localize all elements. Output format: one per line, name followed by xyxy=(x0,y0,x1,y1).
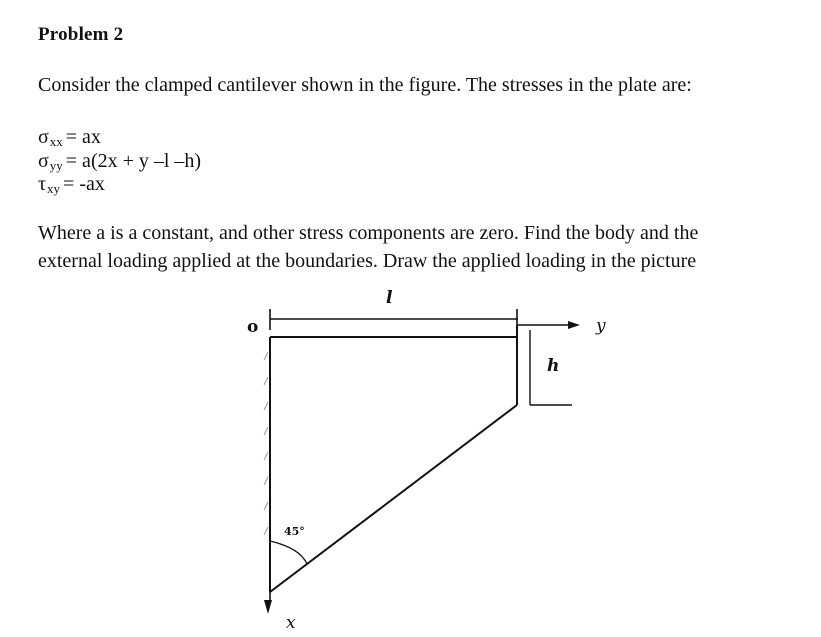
equation-rhs: = ax xyxy=(65,126,101,148)
problem-heading: Problem 2 xyxy=(38,24,124,45)
equation-symbol: σ xyxy=(38,126,49,148)
equation-subscript: yy xyxy=(49,158,63,173)
angle-arc xyxy=(270,541,307,564)
y-axis-arrowhead xyxy=(568,321,580,329)
equation-subscript: xy xyxy=(47,181,61,196)
intro-paragraph: Consider the clamped cantilever shown in the figure. The stresses in the plate are: xyxy=(38,74,692,96)
equation-symbol: σ xyxy=(38,150,49,172)
equation-rhs: = -ax xyxy=(63,173,105,195)
x-axis-arrowhead xyxy=(264,600,272,614)
origin-label: o xyxy=(247,317,259,337)
height-label: h xyxy=(547,356,560,376)
x-axis-label: x xyxy=(286,613,296,633)
y-axis-label: y xyxy=(596,316,606,336)
length-label: l xyxy=(386,288,393,308)
equation-symbol: τ xyxy=(38,173,47,195)
equation-subscript: xx xyxy=(49,134,63,149)
task-line-2: external loading applied at the boundaries. Draw the applied loading in the picture xyxy=(38,250,697,272)
angle-label: 45° xyxy=(284,525,305,538)
equation-rhs: = a(2x + y –l –h) xyxy=(65,150,202,172)
left-edge-hatch xyxy=(264,352,268,535)
task-line-1: Where a is a constant, and other stress components are zero. Find the body and the xyxy=(38,222,699,244)
